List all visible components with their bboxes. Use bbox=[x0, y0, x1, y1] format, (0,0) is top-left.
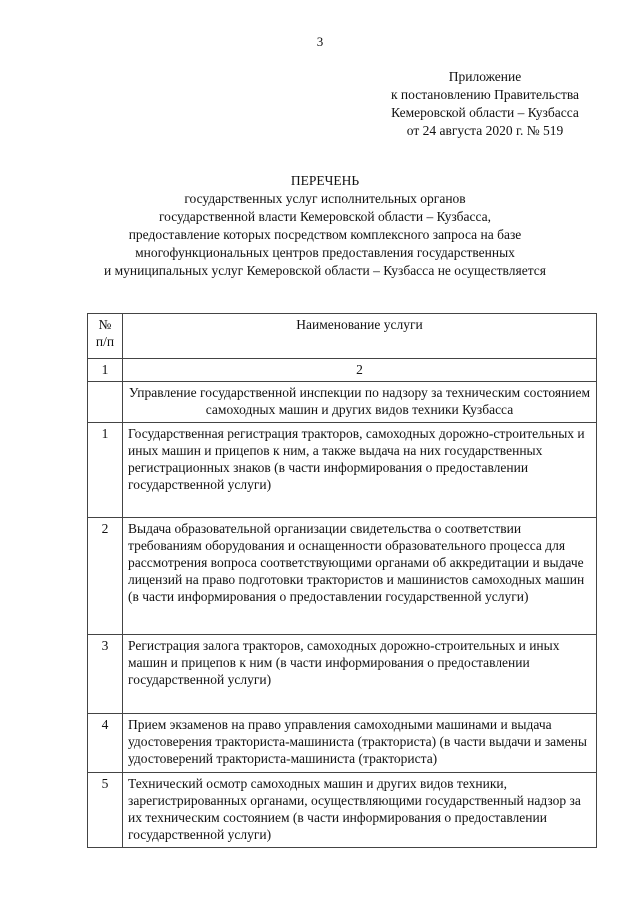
title-line: государственных услуг исполнительных органов bbox=[184, 191, 466, 206]
service-name: Прием экзаменов на право управления самоходными машинами и выдача удостоверения тракториста-машиниста (тракториста) (в части выдачи и замены удостоверений тракториста-машиниста (тракториста) bbox=[123, 714, 597, 773]
title-line: многофункциональных центров предоставления государственных bbox=[135, 245, 515, 260]
table-row bbox=[88, 773, 597, 848]
row-number: 3 bbox=[88, 635, 123, 714]
service-name: Регистрация залога тракторов, самоходных дорожно-строительных и иных машин и прицепов к ним (в части информирования о предоставлении государственной услуги) bbox=[123, 635, 597, 714]
header-num: № п/п bbox=[88, 314, 123, 359]
section-row bbox=[88, 382, 597, 423]
title-line: государственной власти Кемеровской области – Кузбасса, bbox=[158, 209, 492, 224]
row-number: 5 bbox=[88, 773, 123, 848]
page-number: 3 bbox=[316, 34, 324, 49]
service-name: Технический осмотр самоходных машин и других видов техники, зарегистрированных органами, осуществляющими государственный надзор за их техническим состоянием (в части информирования о предоставлении государственной услуги) bbox=[123, 773, 597, 848]
title-heading: ПЕРЕЧЕНЬ bbox=[290, 173, 360, 188]
row-number: 4 bbox=[88, 714, 123, 773]
table-header-row bbox=[88, 314, 597, 359]
section-title: Управление государственной инспекции по надзору за техническим состоянием самоходных машин и других видов техники Кузбасса bbox=[123, 382, 597, 423]
appendix-line: от 24 августа 2020 г. № 519 bbox=[406, 123, 564, 138]
appendix-line: Кемеровской области – Кузбасса bbox=[391, 105, 579, 120]
table-row bbox=[88, 423, 597, 518]
row-number: 1 bbox=[88, 423, 123, 518]
column-number: 1 bbox=[88, 359, 123, 382]
table-row bbox=[88, 714, 597, 773]
appendix-line: к постановлению Правительства bbox=[390, 87, 580, 102]
column-number: 2 bbox=[123, 359, 597, 382]
document-title bbox=[60, 172, 590, 280]
appendix-block bbox=[360, 68, 610, 140]
title-line: предоставление которых посредством комплексного запроса на базе bbox=[128, 227, 522, 242]
section-num-cell bbox=[88, 382, 123, 423]
table-row bbox=[88, 635, 597, 714]
header-name: Наименование услуги bbox=[123, 314, 597, 359]
row-number: 2 bbox=[88, 518, 123, 635]
service-name: Государственная регистрация тракторов, самоходных дорожно-строительных и иных машин и прицепов к ним, а также выдача на них государственных регистрационных знаков (в части информирования о предоставлении государственной услуги) bbox=[123, 423, 597, 518]
service-name: Выдача образовательной организации свидетельства о соответствии требованиям оборудования и оснащенности образовательного процесса для рассмотрения вопроса соответствующими органами об аккредитации и выдаче лицензий на право подготовки трактористов и машинистов самоходных машин (в части информирования о предоставлении государственной услуги) bbox=[123, 518, 597, 635]
title-line: и муниципальных услуг Кемеровской области – Кузбасса не осуществляется bbox=[104, 263, 546, 278]
table-row bbox=[88, 518, 597, 635]
column-number-row bbox=[88, 359, 597, 382]
services-table bbox=[87, 313, 597, 848]
appendix-line: Приложение bbox=[448, 69, 522, 84]
